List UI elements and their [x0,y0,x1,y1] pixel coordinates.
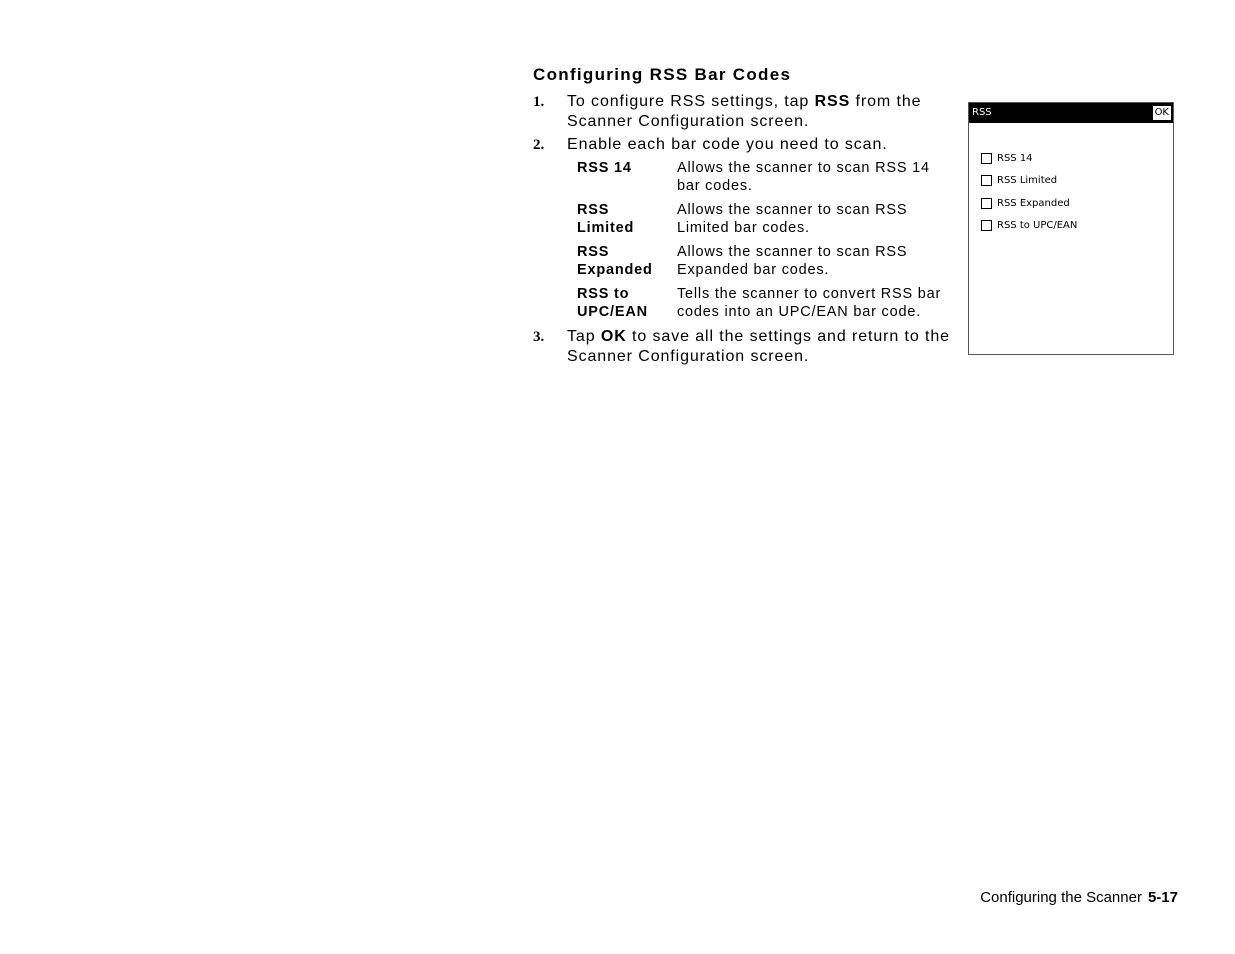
step-2 [533,135,953,155]
checkbox-rss-to-upc-ean[interactable] [981,215,1173,238]
step-number: 3. [533,329,545,345]
option-description: Allows the scanner to scan RSS Expanded bar codes. [677,244,908,278]
section-title: Configuring RSS Bar Codes [533,65,792,84]
option-description: Allows the scanner to scan RSS 14 bar codes. [677,160,930,194]
device-title: RSS [972,107,992,118]
footer-chapter: Configuring the Scanner [980,889,1142,906]
step-text-part: to save all the settings and return to the Scanner Configuration screen. [567,328,950,365]
step-text-part: from the Scanner Configuration screen. [567,93,922,130]
checkbox-icon[interactable] [981,175,992,186]
device-screenshot [968,102,1174,355]
step-text: Enable each bar code you need to scan. [567,136,888,153]
checkbox-label: RSS to UPC/EAN [997,220,1078,232]
page-number: 5-17 [1147,889,1178,906]
option-term: RSS Expanded [577,244,653,278]
step-text-part: Tap [567,328,601,345]
checkbox-icon[interactable] [981,220,992,231]
step-1 [533,92,953,132]
option-row-rss-limited [577,201,953,237]
checkbox-icon[interactable] [981,153,992,164]
device-checkbox-list [969,123,1173,237]
step-text-part: To configure RSS settings, tap [567,93,815,110]
step-text [567,92,953,132]
option-row-rss-expanded [577,243,953,279]
checkbox-label: RSS 14 [997,152,1033,164]
option-description: Allows the scanner to scan RSS Limited bar codes. [677,202,908,236]
step-number: 1. [533,94,545,110]
option-term: RSS Limited [577,202,635,236]
step-text-bold: RSS [814,93,851,110]
option-description: Tells the scanner to convert RSS bar codes into an UPC/EAN bar code. [677,286,942,320]
ok-button[interactable]: OK [1152,105,1172,121]
main-content [533,64,953,370]
option-term: RSS to UPC/EAN [577,286,648,320]
device-titlebar [969,103,1173,123]
option-term: RSS 14 [577,160,632,176]
checkbox-rss-expanded[interactable] [981,192,1173,215]
checkbox-rss-limited[interactable] [981,170,1173,193]
option-row-rss-to-upc-ean [577,285,953,321]
page-footer [980,889,1178,907]
checkbox-rss-14[interactable] [981,147,1173,170]
options-table [577,159,953,321]
step-number: 2. [533,137,545,153]
checkbox-label: RSS Limited [997,175,1058,187]
step-text-bold: OK [600,328,627,345]
step-3 [533,327,953,367]
checkbox-icon[interactable] [981,198,992,209]
step-text [567,327,953,367]
checkbox-label: RSS Expanded [997,197,1070,209]
option-row-rss14 [577,159,953,195]
